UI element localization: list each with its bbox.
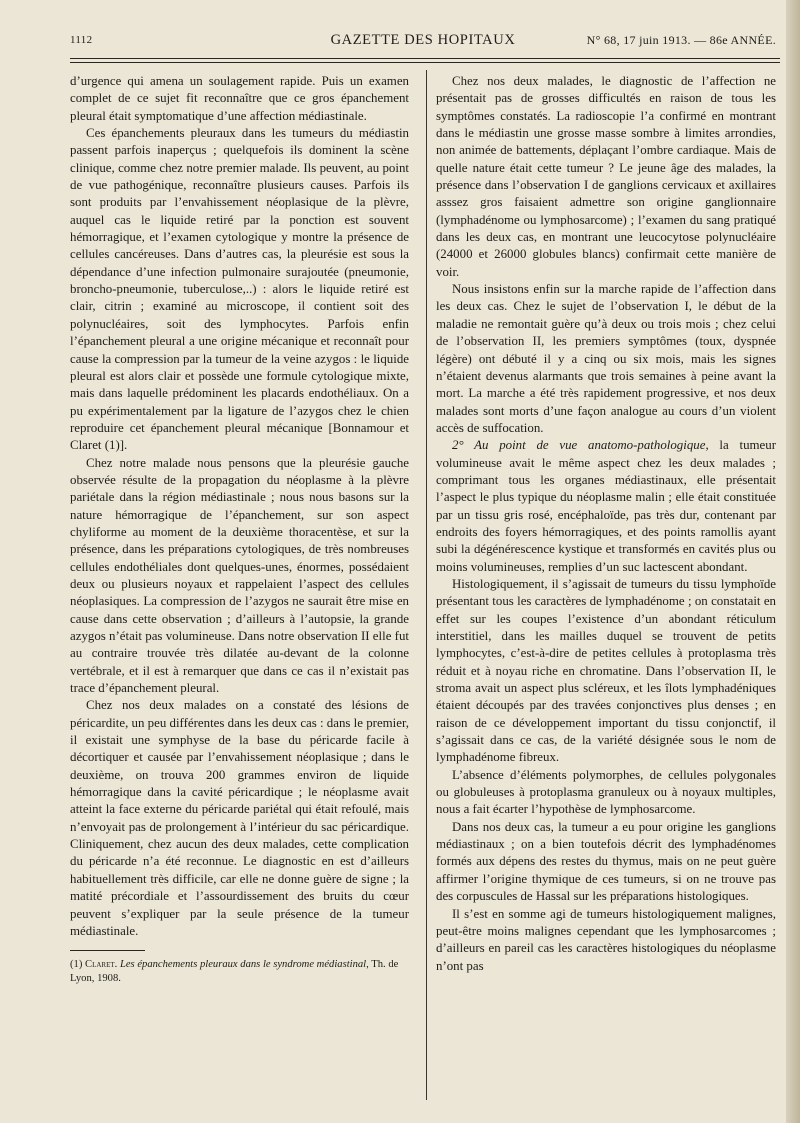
section-lead-rest: la tumeur volumineuse avait le même aspect chez les deux malades ; comprimant tous les organes médiastinaux, elle présentait l’aspect le plus typique du néoplasme malin ; elle était constituée par un tissu gris rosé, encéphaloïde, pas très dur, contenant par endroits des foyers hémorragiques, et des points ramollis ayant subi la dégénérescence kystique et transformés en cavités plus ou moins volumineuses, remplies d’un suc lactescent abondant.: [436, 438, 776, 574]
footnote-title: Les épanchements pleuraux dans le syndrome médiastinal,: [119, 959, 369, 971]
running-header: [70, 28, 776, 54]
paragraph: Nous insistons enfin sur la marche rapide de l’affection dans les deux cas. Chez le sujet de l’observation I, le début de la maladie ne remontait guère qu’à deux ou trois mois ; chez celui de l’observation II, les premiers symptômes (toux, dyspnée légère) ont débuté il y a cinq ou six mois, mais les signes n’étaient devenus alarmants que trois semaines à peine avant la mort. La marche a été très rapidement progressive, et nos deux malades sont morts d’une façon analogue au cours d’un violent accès de suffocation.: [436, 282, 776, 435]
section-paragraph: [436, 437, 776, 576]
page-edge-shadow: [786, 0, 800, 1123]
section-lead: 2° Au point de vue anatomo-pathologique,: [452, 438, 709, 453]
footnote-marker: (1): [70, 959, 83, 971]
header-rule-thin: [70, 62, 780, 63]
issue-info: N° 68, 17 juin 1913. — 86e ANNÉE.: [586, 33, 776, 47]
paragraph: Chez nos deux malades, le diagnostic de l’affection ne présentait pas de grosses difficultés en raison de tous les symptômes constatés. La radioscopie l’a confirmé en montrant dans le médiastin une grosse masse sombre à limites arrondies, non animée de battements, déplaçant l’ombre cardiaque. Mais de quelle nature était cette tumeur ? Le jeune âge des malades, la présence dans l’observation I de ganglions cervicaux et axillaires asssez gros faisaient admettre son origine ganglionnaire (lymphadénome ou lymphosarcome) ; l’examen du sang pratiqué dans les deux cas, en montrant une leucocytose polynucléaire (24000 et 26000 globules blancs) confirmait cette manière de voir.: [436, 74, 776, 279]
paragraph: Dans nos deux cas, la tumeur a eu pour origine les ganglions médiastinaux ; on a bien toutefois décrit des lymphadénomes formés aux dépens des restes du thymus, mais on ne peut guère affirmer l’origine thymique de ces tumeurs, si on ne trouve pas des corpuscules de Hassal sur les préparations histologiques.: [436, 819, 776, 904]
page-number: 1112: [70, 34, 93, 46]
left-column: [70, 73, 409, 986]
footnote-author: Claret.: [85, 959, 118, 971]
paragraph: Histologiquement, il s’agissait de tumeurs du tissu lymphoïde présentant tous les caractères de lymphadénome ; on constatait en effet sur les coupes l’existence d’un abondant réticulum interstitiel, dans les mailles duquel se trouvent de petits lymphocytes, c’est-à-dire de petites cellules à protoplasma très réduit et à noyau riche en chromatine. Dans l’observation II, le stroma avait un aspect plus scléreux, et les îlots lymphadéniques étaient découpés par des travées conjonctives plus denses ; en raison de ce développement important du tissu conjonctif, il s’agissait dans ce cas, de la variété désignée sous le nom de lymphadénome fibreux.: [436, 576, 776, 765]
paragraph: Chez nos deux malades on a constaté des lésions de péricardite, un peu différentes dans les deux cas : dans le premier, il existait une symphyse de la base du péricarde facile à décortiquer et causée par l’envahissement néoplasique ; dans le deuxième, on trouva 200 grammes environ de liquide hémorragique dans la cavité péricardique ; le néoplasme avait atteint la face externe du péricarde pariétal qui était refoulé, mais n’envoyait pas de prolongement à l’intérieur du sac péricardique. Cliniquement, chez aucun des deux malades, cette complication du péricarde n’a été reconnue. Le diagnostic en est d’ailleurs habituellement très difficile, car elle ne donne guère de signe ; la matité précordiale et l’assourdissement des bruits du cœur peuvent s’expliquer par la seule présence de la tumeur médiastinale.: [70, 698, 409, 938]
column-divider: [426, 70, 427, 1100]
paragraph: L’absence d’éléments polymorphes, de cellules polygonales ou globuleuses à protoplasma granuleux ou à noyaux multiples, nous a fait écarter l’hypothèse de lymphosarcome.: [436, 767, 776, 817]
paragraph: d’urgence qui amena un soulagement rapide. Puis un examen complet de ce sujet fit reconnaître que ce gros épanchement pleural était symptomatique d’une affection médiastinale.: [70, 74, 409, 123]
right-column: [436, 73, 776, 975]
footnote: [70, 958, 409, 986]
paragraph: Ces épanchements pleuraux dans les tumeurs du médiastin passent parfois inaperçus ; quelquefois ils dominent la scène clinique, comme chez notre premier malade. Ils peuvent, au point de vue pathogénique, reconnaître plusieurs causes. Parfois ils sont produits par l’envahissement néoplasique de la plèvre, auquel cas le liquide retiré par la ponction est souvent hémorragique, et l’examen cytologique y montre la présence de cellules cancéreuses. Dans d’autres cas, la pleurésie est sous la dépendance d’une infection pulmonaire surajoutée (pneumonie, broncho-pneumonie, tuberculose,..) : alors le liquide retiré est clair, citrin ; examiné au microscope, il contient soit des polynucléaires, soit des lymphocytes. Parfois enfin l’épanchement pleural a une origine mécanique et reconnaît pour cause la compression par la tumeur de la veine azygos : le liquide pleural est alors clair et possède une formule cytologique mixte, mais dans laquelle prédominent les placards endothéliaux. On a pu expérimentalement par la ligature de l’azygos chez le chien reproduire cet épanchement pleural mécanique [Bonnamour et Claret (1)].: [70, 126, 409, 453]
paragraph: Il s’est en somme agi de tumeurs histologiquement malignes, peut-être moins malignes cependant que les lymphosarcomes ; d’ailleurs en pareil cas les caractères histologiques du néoplasme n’ont pas: [436, 906, 776, 973]
footnote-rule: [70, 950, 145, 951]
paragraph: Chez notre malade nous pensons que la pleurésie gauche observée résulte de la propagation du néoplasme à la plèvre pariétale dans la région médiastinale ; nous nous basons sur la nature hémorragique de l’épanchement, sur son aspect chyliforme au moment de la deuxième thoracentèse, et sur la présence, dans les préparations cytologiques, de très nombreuses cellules endothéliales dont quelques-unes, énormes, possédaient deux ou plusieurs noyaux et rappelaient l’aspect des cellules néoplasiques. La compression de l’azygos ne saurait être mise en cause dans cette observation ; d’ailleurs à l’autopsie, la grande azygos n’était pas volumineuse. Dans notre observation II elle fut au contraire trouvée très dilatée au-devant de la colonne vertébrale, et il est à remarquer que dans ce cas il n’existait pas trace d’épanchement pleural.: [70, 455, 409, 696]
header-rule-thick: [70, 58, 780, 59]
footnote-rest: Th. de Lyon, 1908.: [70, 959, 399, 985]
journal-title: GAZETTE DES HOPITAUX: [330, 32, 516, 48]
